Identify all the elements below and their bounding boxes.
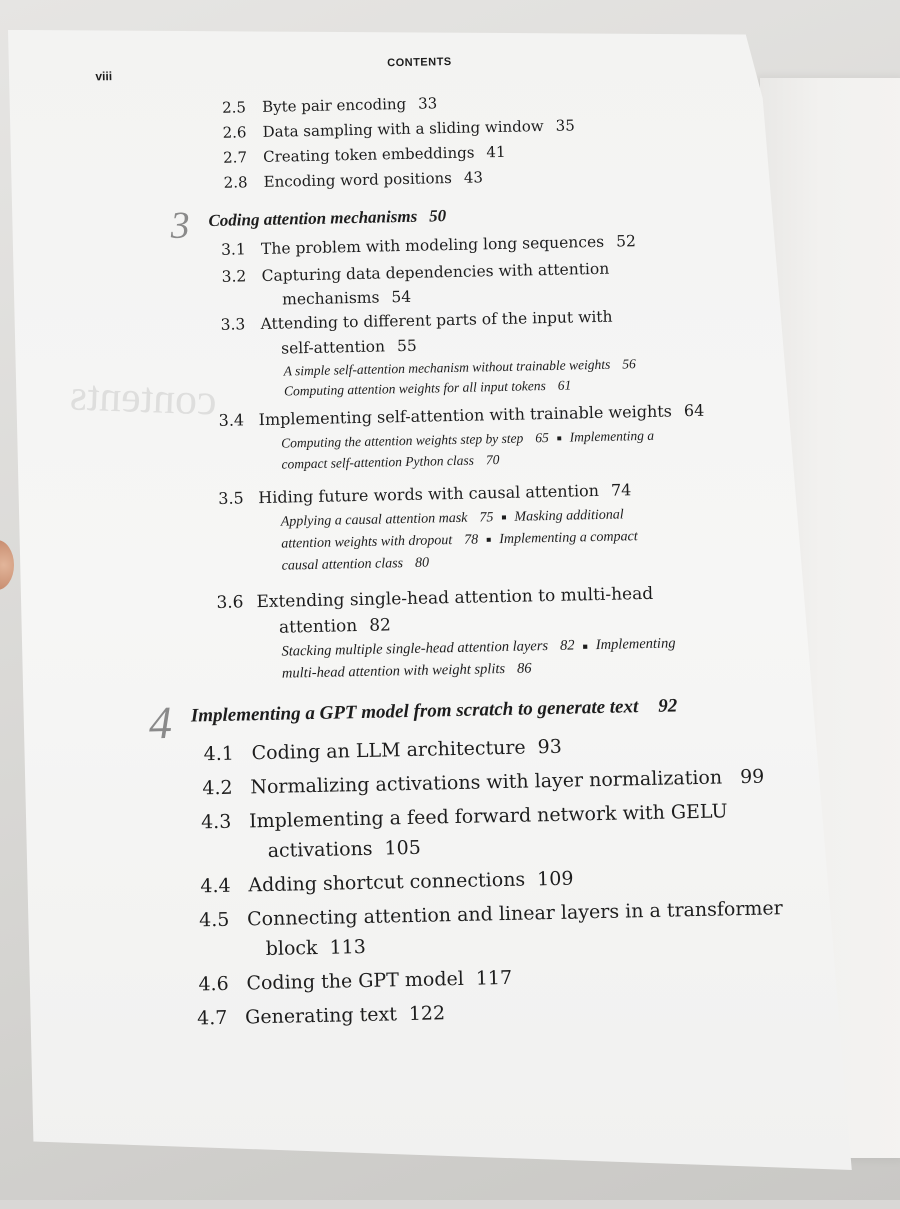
- toc-entry-4-6: 4.6 Coding the GPT model 117: [198, 966, 513, 996]
- toc-sub-3-3-a: A simple self-attention mechanism without trainable weights 56: [283, 356, 636, 379]
- toc-entry-4-7: 4.7 Generating text 122: [196, 1002, 446, 1030]
- bleed-through-text: contents: [69, 370, 218, 425]
- toc-entry-3-6-cont: attention 82: [278, 615, 392, 638]
- toc-sub-3-4-b: compact self-attention Python class 70: [281, 452, 500, 472]
- chapter-3-number: 3: [170, 204, 191, 247]
- toc-entry-4-4: 4.4 Adding shortcut connections 109: [200, 867, 574, 898]
- toc-entry-2-5: 2.5 Byte pair encoding 33: [221, 94, 438, 117]
- toc-sub-3-5-b: attention weights with dropout 78 ■ Implementing a compact: [281, 529, 638, 552]
- toc-entry-3-5: 3.5 Hiding future words with causal attention 74: [218, 480, 632, 508]
- running-header: CONTENTS: [387, 55, 452, 70]
- toc-entry-4-5-cont: block 113: [265, 935, 367, 961]
- toc-entry-3-6: 3.6 Extending single-head attention to multi-head: [216, 583, 654, 613]
- toc-entry-3-4: 3.4 Implementing self-attention with trainable weights 64: [218, 400, 705, 430]
- toc-entry-3-2-cont: mechanisms 54: [281, 287, 412, 309]
- toc-entry-4-3: 4.3 Implementing a feed forward network with GELU: [200, 800, 728, 834]
- toc-entry-4-5: 4.5 Connecting attention and linear layers in a transformer: [198, 897, 783, 932]
- toc-sub-3-6-a: Stacking multiple single-head attention layers 82 ■ Implementing: [281, 635, 676, 660]
- chapter-3-heading: Coding attention mechanisms 50: [208, 206, 447, 231]
- toc-sub-3-3-b: Computing attention weights for all input tokens 61: [283, 377, 572, 399]
- toc-entry-3-3-cont: self-attention 55: [280, 336, 417, 358]
- page-number: viii: [95, 69, 113, 84]
- toc-sub-3-6-b: multi-head attention with weight splits 86: [281, 660, 532, 682]
- toc-entry-2-8: 2.8 Encoding word positions 43: [223, 168, 484, 192]
- toc-entry-4-1: 4.1 Coding an LLM architecture 93: [203, 735, 563, 766]
- toc-sub-3-5-c: causal attention class 80: [281, 555, 430, 574]
- toc-sub-3-4-a: Computing the attention weights step by step 65 ■ Implementing a: [280, 427, 655, 451]
- toc-entry-4-2: 4.2 Normalizing activations with layer normalization 99: [202, 765, 765, 800]
- toc-entry-2-7: 2.7 Creating token embeddings 41: [222, 142, 506, 167]
- toc-sub-3-5-a: Applying a causal attention mask 75 ■ Masking additional: [280, 507, 624, 530]
- toc-entry-4-3-cont: activations 105: [267, 836, 422, 862]
- toc-entry-3-2: 3.2 Capturing data dependencies with attention: [221, 259, 610, 286]
- toc-entry-3-3: 3.3 Attending to different parts of the input with: [220, 307, 613, 334]
- chapter-4-number: 4: [148, 696, 173, 749]
- chapter-4-heading: Implementing a GPT model from scratch to generate text 92: [190, 695, 678, 727]
- toc-entry-3-1: 3.1 The problem with modeling long sequences 52: [220, 232, 637, 259]
- toc-entry-2-6: 2.6 Data sampling with a sliding window 35: [222, 116, 575, 142]
